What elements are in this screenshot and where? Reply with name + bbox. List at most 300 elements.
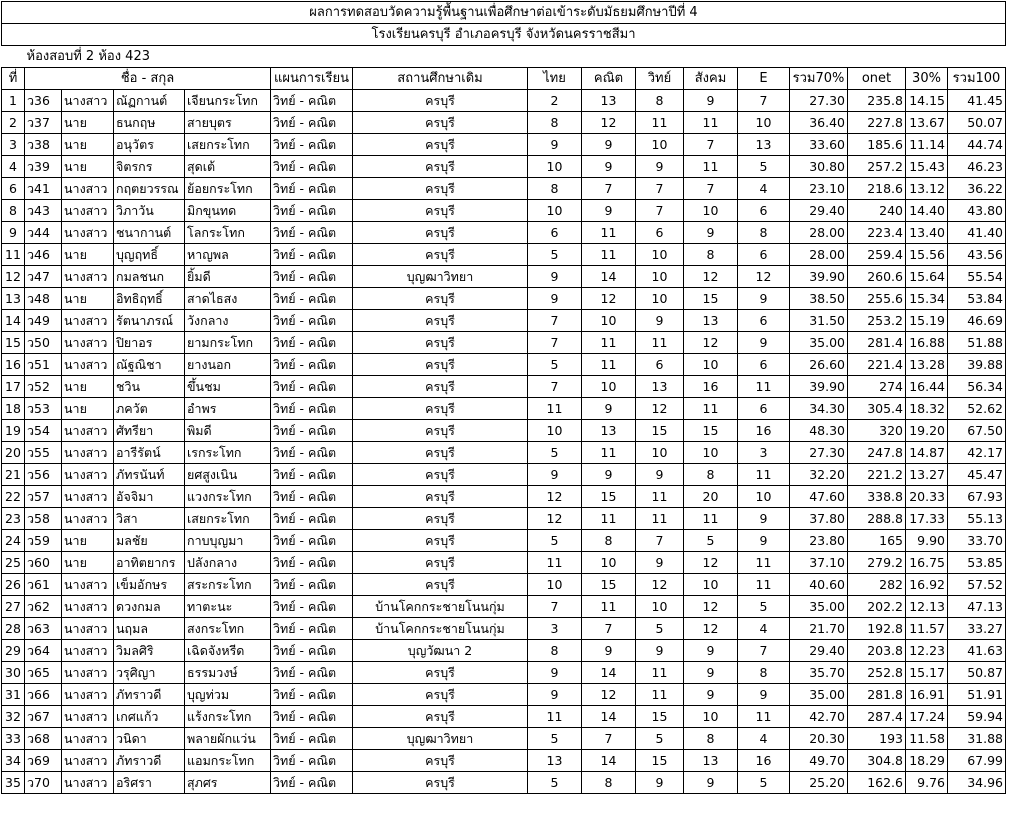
total100-cell[interactable]: 57.52: [948, 574, 1006, 596]
last-name-cell[interactable]: อำพร: [185, 398, 271, 420]
student-id-cell[interactable]: ว70: [25, 772, 62, 794]
school-cell[interactable]: ครบุรี: [353, 684, 528, 706]
program-cell[interactable]: วิทย์ - คณิต: [271, 596, 353, 618]
first-name-cell[interactable]: วิภาวัน: [114, 200, 185, 222]
school-cell[interactable]: ครบุรี: [353, 90, 528, 112]
onet-cell[interactable]: 274: [848, 376, 906, 398]
header-total100[interactable]: รวม100: [948, 68, 1006, 90]
last-name-cell[interactable]: หาญพล: [185, 244, 271, 266]
english-score-cell[interactable]: 9: [738, 508, 790, 530]
science-score-cell[interactable]: 11: [636, 112, 684, 134]
row-number-cell[interactable]: 3: [2, 134, 25, 156]
onet-cell[interactable]: 202.2: [848, 596, 906, 618]
total100-cell[interactable]: 31.88: [948, 728, 1006, 750]
row-number-cell[interactable]: 4: [2, 156, 25, 178]
pct30-cell[interactable]: 15.19: [906, 310, 948, 332]
last-name-cell[interactable]: แร้งกระโทก: [185, 706, 271, 728]
school-cell[interactable]: ครบุรี: [353, 398, 528, 420]
math-score-cell[interactable]: 15: [582, 486, 636, 508]
school-cell[interactable]: ครบุรี: [353, 222, 528, 244]
onet-cell[interactable]: 279.2: [848, 552, 906, 574]
program-cell[interactable]: วิทย์ - คณิต: [271, 288, 353, 310]
total70-cell[interactable]: 39.90: [790, 266, 848, 288]
row-number-cell[interactable]: 19: [2, 420, 25, 442]
row-number-cell[interactable]: 29: [2, 640, 25, 662]
social-score-cell[interactable]: 9: [684, 662, 738, 684]
english-score-cell[interactable]: 6: [738, 310, 790, 332]
english-score-cell[interactable]: 16: [738, 420, 790, 442]
name-title-cell[interactable]: นาย: [62, 376, 114, 398]
header-no[interactable]: ที่: [2, 68, 25, 90]
total100-cell[interactable]: 67.93: [948, 486, 1006, 508]
thai-score-cell[interactable]: 7: [528, 332, 582, 354]
thai-score-cell[interactable]: 5: [528, 728, 582, 750]
social-score-cell[interactable]: 15: [684, 420, 738, 442]
total70-cell[interactable]: 49.70: [790, 750, 848, 772]
name-title-cell[interactable]: นาย: [62, 398, 114, 420]
name-title-cell[interactable]: นางสาว: [62, 750, 114, 772]
row-number-cell[interactable]: 14: [2, 310, 25, 332]
school-cell[interactable]: บุญวัฒนา 2: [353, 640, 528, 662]
social-score-cell[interactable]: 12: [684, 332, 738, 354]
total70-cell[interactable]: 40.60: [790, 574, 848, 596]
school-cell[interactable]: ครบุรี: [353, 750, 528, 772]
last-name-cell[interactable]: เจียนกระโทก: [185, 90, 271, 112]
english-score-cell[interactable]: 6: [738, 354, 790, 376]
total70-cell[interactable]: 28.00: [790, 222, 848, 244]
math-score-cell[interactable]: 9: [582, 200, 636, 222]
pct30-cell[interactable]: 20.33: [906, 486, 948, 508]
row-number-cell[interactable]: 8: [2, 200, 25, 222]
last-name-cell[interactable]: เฉิดจังหรีด: [185, 640, 271, 662]
school-cell[interactable]: ครบุรี: [353, 332, 528, 354]
total100-cell[interactable]: 41.40: [948, 222, 1006, 244]
science-score-cell[interactable]: 10: [636, 266, 684, 288]
total100-cell[interactable]: 34.96: [948, 772, 1006, 794]
science-score-cell[interactable]: 10: [636, 134, 684, 156]
header-science[interactable]: วิทย์: [636, 68, 684, 90]
thai-score-cell[interactable]: 7: [528, 376, 582, 398]
social-score-cell[interactable]: 12: [684, 596, 738, 618]
thai-score-cell[interactable]: 12: [528, 508, 582, 530]
school-cell[interactable]: ครบุรี: [353, 354, 528, 376]
english-score-cell[interactable]: 4: [738, 618, 790, 640]
science-score-cell[interactable]: 9: [636, 310, 684, 332]
math-score-cell[interactable]: 8: [582, 530, 636, 552]
name-title-cell[interactable]: นางสาว: [62, 178, 114, 200]
total100-cell[interactable]: 47.13: [948, 596, 1006, 618]
pct30-cell[interactable]: 15.34: [906, 288, 948, 310]
pct30-cell[interactable]: 13.12: [906, 178, 948, 200]
total70-cell[interactable]: 38.50: [790, 288, 848, 310]
program-cell[interactable]: วิทย์ - คณิต: [271, 244, 353, 266]
name-title-cell[interactable]: นางสาว: [62, 772, 114, 794]
math-score-cell[interactable]: 7: [582, 728, 636, 750]
pct30-cell[interactable]: 16.88: [906, 332, 948, 354]
math-score-cell[interactable]: 11: [582, 354, 636, 376]
math-score-cell[interactable]: 14: [582, 750, 636, 772]
last-name-cell[interactable]: ทาตะนะ: [185, 596, 271, 618]
thai-score-cell[interactable]: 7: [528, 310, 582, 332]
student-id-cell[interactable]: ว47: [25, 266, 62, 288]
school-cell[interactable]: บ้านโคกกระชายโนนกุ่ม: [353, 618, 528, 640]
total100-cell[interactable]: 39.88: [948, 354, 1006, 376]
row-number-cell[interactable]: 31: [2, 684, 25, 706]
social-score-cell[interactable]: 5: [684, 530, 738, 552]
total100-cell[interactable]: 51.91: [948, 684, 1006, 706]
last-name-cell[interactable]: ธรรมวงษ์: [185, 662, 271, 684]
thai-score-cell[interactable]: 9: [528, 134, 582, 156]
student-id-cell[interactable]: ว46: [25, 244, 62, 266]
student-id-cell[interactable]: ว57: [25, 486, 62, 508]
program-cell[interactable]: วิทย์ - คณิต: [271, 442, 353, 464]
onet-cell[interactable]: 221.4: [848, 354, 906, 376]
english-score-cell[interactable]: 11: [738, 552, 790, 574]
student-id-cell[interactable]: ว67: [25, 706, 62, 728]
name-title-cell[interactable]: นาย: [62, 156, 114, 178]
last-name-cell[interactable]: เรกระโทก: [185, 442, 271, 464]
science-score-cell[interactable]: 9: [636, 772, 684, 794]
total100-cell[interactable]: 55.13: [948, 508, 1006, 530]
onet-cell[interactable]: 260.6: [848, 266, 906, 288]
science-score-cell[interactable]: 7: [636, 530, 684, 552]
thai-score-cell[interactable]: 9: [528, 464, 582, 486]
total100-cell[interactable]: 67.99: [948, 750, 1006, 772]
student-id-cell[interactable]: ว55: [25, 442, 62, 464]
student-id-cell[interactable]: ว52: [25, 376, 62, 398]
total70-cell[interactable]: 48.30: [790, 420, 848, 442]
student-id-cell[interactable]: ว66: [25, 684, 62, 706]
last-name-cell[interactable]: โลกระโทก: [185, 222, 271, 244]
row-number-cell[interactable]: 20: [2, 442, 25, 464]
first-name-cell[interactable]: ชวิน: [114, 376, 185, 398]
last-name-cell[interactable]: ขึ้นชม: [185, 376, 271, 398]
science-score-cell[interactable]: 10: [636, 596, 684, 618]
english-score-cell[interactable]: 13: [738, 134, 790, 156]
total70-cell[interactable]: 42.70: [790, 706, 848, 728]
science-score-cell[interactable]: 10: [636, 288, 684, 310]
pct30-cell[interactable]: 17.24: [906, 706, 948, 728]
row-number-cell[interactable]: 16: [2, 354, 25, 376]
total100-cell[interactable]: 46.23: [948, 156, 1006, 178]
english-score-cell[interactable]: 9: [738, 332, 790, 354]
total100-cell[interactable]: 33.27: [948, 618, 1006, 640]
math-score-cell[interactable]: 10: [582, 310, 636, 332]
total100-cell[interactable]: 67.50: [948, 420, 1006, 442]
science-score-cell[interactable]: 5: [636, 728, 684, 750]
social-score-cell[interactable]: 11: [684, 156, 738, 178]
thai-score-cell[interactable]: 6: [528, 222, 582, 244]
row-number-cell[interactable]: 18: [2, 398, 25, 420]
pct30-cell[interactable]: 15.56: [906, 244, 948, 266]
pct30-cell[interactable]: 15.64: [906, 266, 948, 288]
name-title-cell[interactable]: นางสาว: [62, 90, 114, 112]
science-score-cell[interactable]: 7: [636, 178, 684, 200]
school-cell[interactable]: ครบุรี: [353, 420, 528, 442]
thai-score-cell[interactable]: 11: [528, 398, 582, 420]
english-score-cell[interactable]: 12: [738, 266, 790, 288]
social-score-cell[interactable]: 12: [684, 552, 738, 574]
math-score-cell[interactable]: 9: [582, 640, 636, 662]
total70-cell[interactable]: 26.60: [790, 354, 848, 376]
last-name-cell[interactable]: พิมดี: [185, 420, 271, 442]
last-name-cell[interactable]: แวงกระโทก: [185, 486, 271, 508]
onet-cell[interactable]: 235.8: [848, 90, 906, 112]
math-score-cell[interactable]: 7: [582, 618, 636, 640]
social-score-cell[interactable]: 13: [684, 750, 738, 772]
total70-cell[interactable]: 27.30: [790, 90, 848, 112]
total100-cell[interactable]: 50.87: [948, 662, 1006, 684]
thai-score-cell[interactable]: 5: [528, 442, 582, 464]
last-name-cell[interactable]: ยิ้มดี: [185, 266, 271, 288]
first-name-cell[interactable]: วิสา: [114, 508, 185, 530]
student-id-cell[interactable]: ว53: [25, 398, 62, 420]
first-name-cell[interactable]: อนุวัตร: [114, 134, 185, 156]
total100-cell[interactable]: 42.17: [948, 442, 1006, 464]
math-score-cell[interactable]: 9: [582, 134, 636, 156]
pct30-cell[interactable]: 9.76: [906, 772, 948, 794]
row-number-cell[interactable]: 24: [2, 530, 25, 552]
first-name-cell[interactable]: ณัฏกานต์: [114, 90, 185, 112]
total70-cell[interactable]: 47.60: [790, 486, 848, 508]
english-score-cell[interactable]: 9: [738, 530, 790, 552]
social-score-cell[interactable]: 10: [684, 354, 738, 376]
student-id-cell[interactable]: ว38: [25, 134, 62, 156]
total70-cell[interactable]: 35.00: [790, 332, 848, 354]
header-english[interactable]: E: [738, 68, 790, 90]
social-score-cell[interactable]: 8: [684, 728, 738, 750]
science-score-cell[interactable]: 10: [636, 442, 684, 464]
thai-score-cell[interactable]: 3: [528, 618, 582, 640]
program-cell[interactable]: วิทย์ - คณิต: [271, 376, 353, 398]
english-score-cell[interactable]: 16: [738, 750, 790, 772]
student-id-cell[interactable]: ว50: [25, 332, 62, 354]
row-number-cell[interactable]: 22: [2, 486, 25, 508]
total70-cell[interactable]: 39.90: [790, 376, 848, 398]
header-30pct[interactable]: 30%: [906, 68, 948, 90]
student-id-cell[interactable]: ว62: [25, 596, 62, 618]
total100-cell[interactable]: 52.62: [948, 398, 1006, 420]
science-score-cell[interactable]: 13: [636, 376, 684, 398]
row-number-cell[interactable]: 26: [2, 574, 25, 596]
total100-cell[interactable]: 44.74: [948, 134, 1006, 156]
first-name-cell[interactable]: ดวงกมล: [114, 596, 185, 618]
thai-score-cell[interactable]: 5: [528, 354, 582, 376]
name-title-cell[interactable]: นางสาว: [62, 574, 114, 596]
thai-score-cell[interactable]: 2: [528, 90, 582, 112]
english-score-cell[interactable]: 8: [738, 662, 790, 684]
row-number-cell[interactable]: 28: [2, 618, 25, 640]
pct30-cell[interactable]: 14.87: [906, 442, 948, 464]
first-name-cell[interactable]: รัตนาภรณ์: [114, 310, 185, 332]
english-score-cell[interactable]: 4: [738, 728, 790, 750]
thai-score-cell[interactable]: 9: [528, 662, 582, 684]
last-name-cell[interactable]: ย้อยกระโทก: [185, 178, 271, 200]
last-name-cell[interactable]: สงกระโทก: [185, 618, 271, 640]
student-id-cell[interactable]: ว61: [25, 574, 62, 596]
school-cell[interactable]: ครบุรี: [353, 464, 528, 486]
student-id-cell[interactable]: ว65: [25, 662, 62, 684]
header-program[interactable]: แผนการเรียน: [271, 68, 353, 90]
program-cell[interactable]: วิทย์ - คณิต: [271, 222, 353, 244]
first-name-cell[interactable]: อารีรัตน์: [114, 442, 185, 464]
program-cell[interactable]: วิทย์ - คณิต: [271, 684, 353, 706]
name-title-cell[interactable]: นาย: [62, 552, 114, 574]
science-score-cell[interactable]: 11: [636, 684, 684, 706]
total70-cell[interactable]: 35.00: [790, 684, 848, 706]
row-number-cell[interactable]: 13: [2, 288, 25, 310]
total70-cell[interactable]: 37.10: [790, 552, 848, 574]
first-name-cell[interactable]: ภัทราวดี: [114, 750, 185, 772]
last-name-cell[interactable]: วังกลาง: [185, 310, 271, 332]
math-score-cell[interactable]: 9: [582, 156, 636, 178]
name-title-cell[interactable]: นางสาว: [62, 486, 114, 508]
program-cell[interactable]: วิทย์ - คณิต: [271, 772, 353, 794]
science-score-cell[interactable]: 11: [636, 486, 684, 508]
total70-cell[interactable]: 23.10: [790, 178, 848, 200]
math-score-cell[interactable]: 11: [582, 442, 636, 464]
name-title-cell[interactable]: นาย: [62, 244, 114, 266]
total70-cell[interactable]: 32.20: [790, 464, 848, 486]
last-name-cell[interactable]: ยามกระโทก: [185, 332, 271, 354]
english-score-cell[interactable]: 4: [738, 178, 790, 200]
first-name-cell[interactable]: ปิยาอร: [114, 332, 185, 354]
onet-cell[interactable]: 252.8: [848, 662, 906, 684]
english-score-cell[interactable]: 11: [738, 376, 790, 398]
social-score-cell[interactable]: 11: [684, 112, 738, 134]
thai-score-cell[interactable]: 10: [528, 574, 582, 596]
first-name-cell[interactable]: กฤตยวรรณ: [114, 178, 185, 200]
math-score-cell[interactable]: 11: [582, 332, 636, 354]
first-name-cell[interactable]: วิมลศิริ: [114, 640, 185, 662]
school-cell[interactable]: ครบุรี: [353, 134, 528, 156]
program-cell[interactable]: วิทย์ - คณิต: [271, 112, 353, 134]
total100-cell[interactable]: 53.84: [948, 288, 1006, 310]
last-name-cell[interactable]: มิกขุนทด: [185, 200, 271, 222]
total70-cell[interactable]: 37.80: [790, 508, 848, 530]
name-title-cell[interactable]: นางสาว: [62, 508, 114, 530]
thai-score-cell[interactable]: 9: [528, 684, 582, 706]
english-score-cell[interactable]: 5: [738, 772, 790, 794]
social-score-cell[interactable]: 11: [684, 398, 738, 420]
first-name-cell[interactable]: วรุศิญา: [114, 662, 185, 684]
pct30-cell[interactable]: 18.29: [906, 750, 948, 772]
program-cell[interactable]: วิทย์ - คณิต: [271, 640, 353, 662]
total100-cell[interactable]: 46.69: [948, 310, 1006, 332]
science-score-cell[interactable]: 15: [636, 420, 684, 442]
total100-cell[interactable]: 56.34: [948, 376, 1006, 398]
last-name-cell[interactable]: ยศสูงเนิน: [185, 464, 271, 486]
onet-cell[interactable]: 255.6: [848, 288, 906, 310]
last-name-cell[interactable]: ปลังกลาง: [185, 552, 271, 574]
student-id-cell[interactable]: ว68: [25, 728, 62, 750]
english-score-cell[interactable]: 6: [738, 398, 790, 420]
header-school[interactable]: สถานศึกษาเดิม: [353, 68, 528, 90]
name-title-cell[interactable]: นางสาว: [62, 310, 114, 332]
school-cell[interactable]: บ้านโคกกระชายโนนกุ่ม: [353, 596, 528, 618]
pct30-cell[interactable]: 13.40: [906, 222, 948, 244]
pct30-cell[interactable]: 9.90: [906, 530, 948, 552]
last-name-cell[interactable]: ยางนอก: [185, 354, 271, 376]
social-score-cell[interactable]: 15: [684, 288, 738, 310]
total70-cell[interactable]: 20.30: [790, 728, 848, 750]
english-score-cell[interactable]: 11: [738, 574, 790, 596]
thai-score-cell[interactable]: 10: [528, 156, 582, 178]
school-cell[interactable]: ครบุรี: [353, 508, 528, 530]
thai-score-cell[interactable]: 11: [528, 706, 582, 728]
last-name-cell[interactable]: พลายผักแว่น: [185, 728, 271, 750]
school-cell[interactable]: ครบุรี: [353, 552, 528, 574]
social-score-cell[interactable]: 12: [684, 266, 738, 288]
total100-cell[interactable]: 53.85: [948, 552, 1006, 574]
name-title-cell[interactable]: นางสาว: [62, 222, 114, 244]
name-title-cell[interactable]: นางสาว: [62, 354, 114, 376]
row-number-cell[interactable]: 33: [2, 728, 25, 750]
school-cell[interactable]: ครบุรี: [353, 662, 528, 684]
onet-cell[interactable]: 259.4: [848, 244, 906, 266]
first-name-cell[interactable]: ชนากานต์: [114, 222, 185, 244]
english-score-cell[interactable]: 10: [738, 486, 790, 508]
social-score-cell[interactable]: 8: [684, 464, 738, 486]
total100-cell[interactable]: 43.80: [948, 200, 1006, 222]
first-name-cell[interactable]: จิตรกร: [114, 156, 185, 178]
math-score-cell[interactable]: 12: [582, 288, 636, 310]
header-total70[interactable]: รวม70%: [790, 68, 848, 90]
science-score-cell[interactable]: 11: [636, 332, 684, 354]
math-score-cell[interactable]: 14: [582, 266, 636, 288]
social-score-cell[interactable]: 13: [684, 310, 738, 332]
pct30-cell[interactable]: 13.27: [906, 464, 948, 486]
science-score-cell[interactable]: 6: [636, 354, 684, 376]
name-title-cell[interactable]: นางสาว: [62, 266, 114, 288]
school-cell[interactable]: ครบุรี: [353, 376, 528, 398]
english-score-cell[interactable]: 6: [738, 244, 790, 266]
row-number-cell[interactable]: 9: [2, 222, 25, 244]
name-title-cell[interactable]: นางสาว: [62, 728, 114, 750]
first-name-cell[interactable]: ภควัต: [114, 398, 185, 420]
program-cell[interactable]: วิทย์ - คณิต: [271, 486, 353, 508]
row-number-cell[interactable]: 2: [2, 112, 25, 134]
science-score-cell[interactable]: 11: [636, 508, 684, 530]
name-title-cell[interactable]: นางสาว: [62, 200, 114, 222]
onet-cell[interactable]: 281.8: [848, 684, 906, 706]
row-number-cell[interactable]: 6: [2, 178, 25, 200]
student-id-cell[interactable]: ว44: [25, 222, 62, 244]
program-cell[interactable]: วิทย์ - คณิต: [271, 156, 353, 178]
social-score-cell[interactable]: 20: [684, 486, 738, 508]
math-score-cell[interactable]: 13: [582, 420, 636, 442]
row-number-cell[interactable]: 17: [2, 376, 25, 398]
total100-cell[interactable]: 43.56: [948, 244, 1006, 266]
student-id-cell[interactable]: ว54: [25, 420, 62, 442]
math-score-cell[interactable]: 9: [582, 398, 636, 420]
row-number-cell[interactable]: 34: [2, 750, 25, 772]
social-score-cell[interactable]: 10: [684, 200, 738, 222]
science-score-cell[interactable]: 5: [636, 618, 684, 640]
onet-cell[interactable]: 247.8: [848, 442, 906, 464]
first-name-cell[interactable]: ธนกฤษ: [114, 112, 185, 134]
school-cell[interactable]: ครบุรี: [353, 200, 528, 222]
program-cell[interactable]: วิทย์ - คณิต: [271, 618, 353, 640]
school-cell[interactable]: ครบุรี: [353, 530, 528, 552]
total70-cell[interactable]: 30.80: [790, 156, 848, 178]
first-name-cell[interactable]: อริศรา: [114, 772, 185, 794]
english-score-cell[interactable]: 11: [738, 706, 790, 728]
total100-cell[interactable]: 41.63: [948, 640, 1006, 662]
header-math[interactable]: คณิต: [582, 68, 636, 90]
pct30-cell[interactable]: 19.20: [906, 420, 948, 442]
thai-score-cell[interactable]: 10: [528, 200, 582, 222]
